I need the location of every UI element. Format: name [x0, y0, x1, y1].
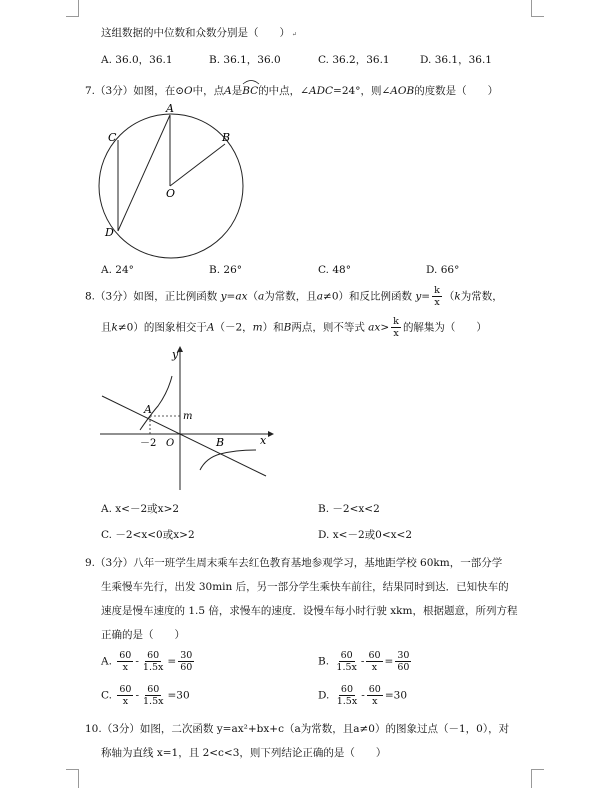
q8-stem-line1: 8.（3分）如图，正比例函数 y=ax（a为常数，且a≠0）和反比例函数 y= $\frac{k}{x}$ （k为常数，: [85, 285, 503, 308]
q6-option-d: D. 36.1，36.1: [420, 54, 492, 66]
arc-bc: BC: [242, 84, 258, 98]
q9-stem-line2: 生乘慢车先行，出发 30min 后，另一部分学生乘快车前往，结果同时到达．已知快车的: [101, 581, 509, 593]
q6-stem-tail: 这组数据的中位数和众数分别是（ ） ↵: [101, 27, 297, 39]
fraction-k-over-x: $\frac{k}{x}$: [393, 316, 399, 339]
q7-option-b: B. 26°: [209, 264, 243, 276]
q7-circle-figure: [96, 100, 256, 260]
q8-option-b: B. －2<x<2: [318, 503, 380, 515]
q7-option-a: A. 24°: [101, 264, 134, 276]
q7-option-d: D. 66°: [426, 264, 460, 276]
q9-option-b: B. $\frac{60}{1.5x}$ - $\frac{60}{x}$ = $\frac{30}{60}$: [318, 650, 410, 673]
q10-stem-line2: 称轴为直线 x=1，且 2<c<3，则下列结论正确的是（ ）: [101, 747, 387, 759]
label-c: C: [108, 131, 117, 144]
label-d: D: [105, 226, 114, 239]
q8-option-c: C. －2<x<0或x>2: [101, 529, 195, 541]
q8-stem-line2: 且k≠0）的图象相交于A（－2，m）和B两点，则不等式 ax> $\frac{k}{x}$ 的解集为（ ）: [101, 316, 487, 339]
q8-option-a: A. x<－2或x>2: [101, 503, 180, 515]
label-origin: O: [166, 438, 175, 449]
corner-mark-top-right: [531, 0, 544, 17]
label-b: B: [222, 131, 231, 144]
label-neg2: －2: [140, 438, 157, 449]
q7-option-c: C. 48°: [318, 264, 351, 276]
q9-option-c: C. $\frac{60}{x}$ - $\frac{60}{1.5x}$ =30: [101, 684, 190, 707]
fraction-k-over-x: $\frac{k}{x}$: [434, 285, 440, 308]
q8-option-d: D. x<－2或0<x<2: [318, 529, 413, 541]
q9-option-d: D. $\frac{60}{1.5x}$ - $\frac{60}{x}$ =30: [318, 684, 408, 707]
q6-option-b: B. 36.1，36.0: [209, 54, 281, 66]
q9-stem-line3: 速度是慢车速度的 1.5 倍，求慢车的速度．设慢车每小时行驶 xkm，根据题意，所列方程: [101, 605, 518, 617]
corner-mark-bottom-right: [531, 769, 544, 788]
label-y-axis: y: [172, 348, 179, 361]
label-o: O: [166, 187, 176, 200]
q7-stem: 7.（3分）如图，在⊙O中，点A是 BC的中点，∠ADC=24°，则∠AOB的度数是（ ）: [85, 84, 498, 98]
q9-option-a: A. $\frac{60}{x}$ - $\frac{60}{1.5x}$ = $\frac{30}{60}$: [101, 650, 193, 673]
q9-stem-line4: 正确的是（ ）: [101, 629, 185, 641]
q9-stem-line1: 9.（3分）八年一班学生周末乘车去红色教育基地参观学习，基地距学校 60km，一部分学: [85, 557, 503, 569]
q8-function-graph: [96, 342, 276, 492]
label-point-a: A: [144, 403, 152, 416]
q6-option-a: A. 36.0，36.1: [101, 54, 173, 66]
corner-mark-top-left: [66, 0, 79, 17]
q6-option-c: C. 36.2，36.1: [318, 54, 390, 66]
q10-stem-line1: 10.（3分）如图，二次函数 y=ax²+bx+c（a为常数，且a≠0）的图象过点（－1，0），对: [85, 723, 510, 735]
label-point-b: B: [216, 436, 225, 449]
corner-mark-bottom-left: [66, 769, 79, 788]
label-a: A: [166, 102, 174, 115]
label-x-axis: x: [260, 434, 267, 447]
label-m: m: [183, 411, 193, 422]
